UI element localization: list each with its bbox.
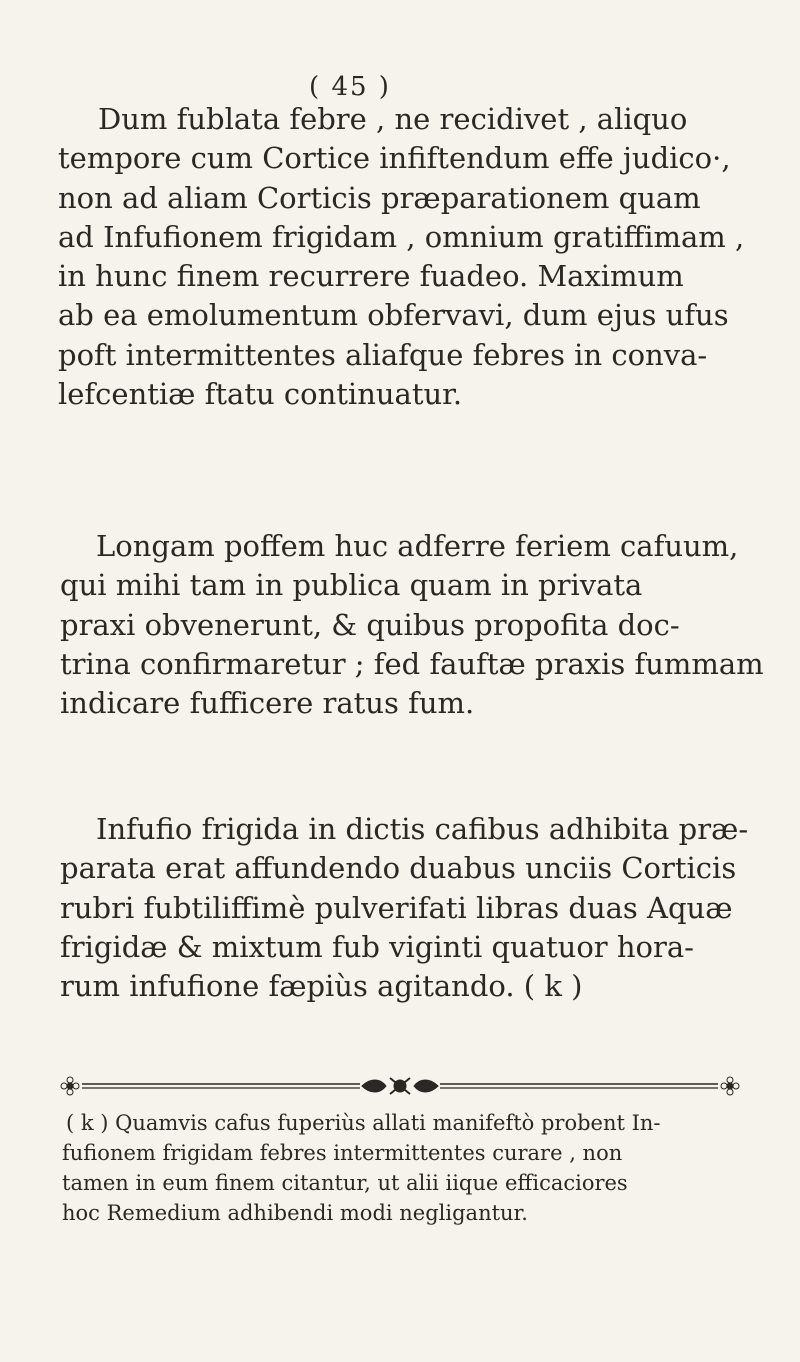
text-line: ad Infufionem frigidam , omnium gratiffimam , — [58, 219, 745, 254]
text-line: trina confirmaretur ; fed fauftæ praxis fummam — [60, 646, 764, 681]
text-line: rubri fubtiliffimè pulverifati libras duas Aquæ — [60, 890, 733, 925]
text-line: praxi obvenerunt, & quibus propofita doc- — [60, 607, 680, 642]
text-line: ab ea emolumentum obfervavi, dum ejus ufus — [58, 298, 729, 333]
text-line: qui mihi tam in publica quam in privata — [60, 568, 643, 603]
text-line: tempore cum Cortice infiftendum effe judico·, — [58, 141, 731, 176]
text-line: Dum fublata febre , ne recidivet , aliquo — [98, 102, 688, 136]
text-line: parata erat affundendo duabus unciis Corticis — [60, 851, 737, 886]
paragraph-1 — [58, 100, 758, 414]
footnote-line: ( k ) Quamvis cafus fuperiùs allati manifeftò probent In- — [66, 1111, 661, 1135]
footnote-line: hoc Remedium adhibendi modi negligantur. — [62, 1201, 528, 1225]
paragraph-3 — [60, 810, 756, 1006]
text-line: in hunc finem recurrere fuadeo. Maximum — [58, 259, 684, 294]
flower-ornament-icon — [721, 1077, 739, 1095]
text-line: indicare fufficere ratus fum. — [60, 686, 475, 721]
flower-ornament-icon — [61, 1077, 79, 1095]
text-line: rum infufione fæpiùs agitando. ( k ) — [60, 969, 583, 1004]
text-line: frigidæ & mixtum fub viginti quatuor hora- — [60, 929, 694, 964]
text-line: non ad aliam Corticis præparationem quam — [58, 180, 701, 215]
footnote — [62, 1108, 746, 1228]
fleuron-rule-icon — [60, 1076, 740, 1096]
page-number: ( 45 ) — [309, 72, 391, 102]
text-line: Longam poffem huc adferre feriem cafuum, — [96, 529, 739, 563]
text-line: poft intermittentes aliafque febres in conva- — [58, 337, 708, 372]
footnote-line: tamen in eum finem citantur, ut alii iique efficaciores — [62, 1171, 628, 1195]
center-ornament-icon — [362, 1078, 438, 1094]
text-line: Infufio frigida in dictis cafibus adhibita præ- — [96, 812, 749, 846]
text-line: lefcentiæ ftatu continuatur. — [58, 377, 463, 412]
footnote-line: fufionem frigidam febres intermittentes curare , non — [62, 1141, 623, 1165]
paragraph-2 — [60, 527, 764, 723]
